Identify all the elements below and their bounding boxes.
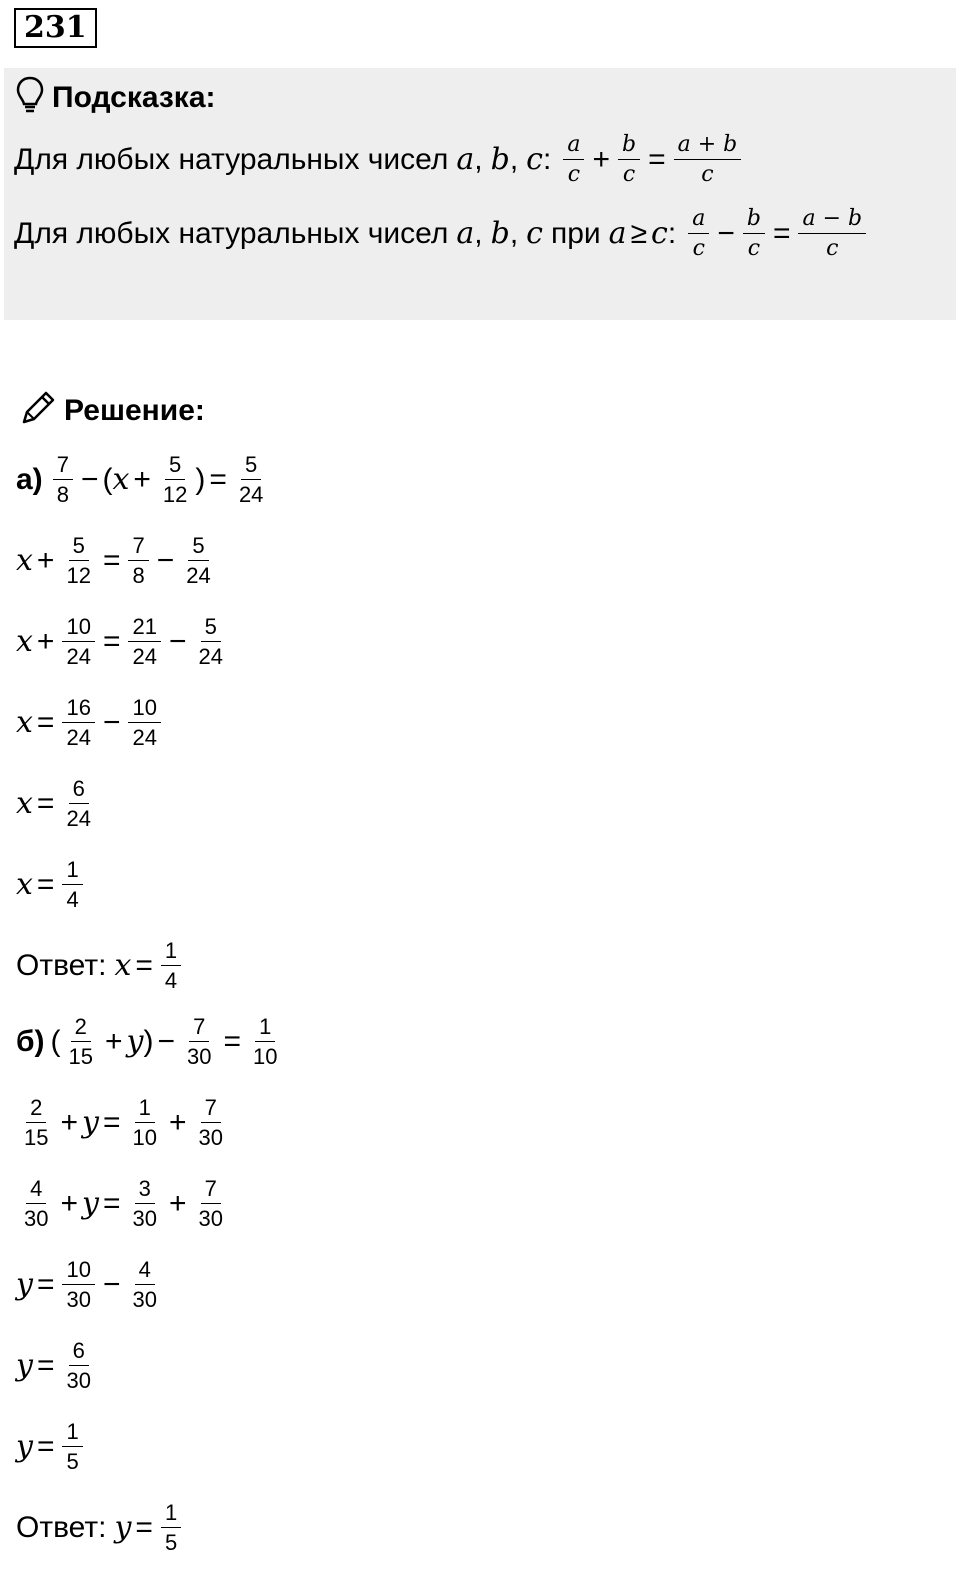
denominator: c [826,236,839,262]
denominator: 24 [66,725,91,751]
part-a-label: а) [16,462,43,496]
equation-line [16,695,165,751]
var-a: a [456,216,475,252]
operator: = [36,1429,55,1463]
fraction [65,1014,97,1070]
operator: ≥ [630,216,648,250]
fraction [129,1095,161,1151]
denominator: 24 [198,644,223,670]
denominator: 10 [253,1044,278,1070]
denominator: 30 [132,1287,157,1313]
numerator: 16 [62,695,94,723]
numerator: 5 [69,533,89,561]
fraction [195,1176,227,1232]
equation-line [16,533,219,589]
numerator: 5 [201,614,221,642]
fraction [688,206,709,262]
numerator: 5 [241,452,261,480]
numerator: 6 [69,776,89,804]
operator: = [223,1024,242,1058]
numerator: 4 [135,1257,155,1285]
denominator: 30 [187,1044,212,1070]
equation-line [16,614,231,670]
fraction [798,206,866,262]
denominator: 12 [162,482,188,508]
rule-text: Для любых натуральных чисел [14,216,449,250]
pencil-icon [18,388,58,433]
operator: = [102,624,121,658]
denominator: 30 [198,1206,223,1232]
rule-text: Для любых натуральных чисел [14,142,449,176]
fraction [62,1257,94,1313]
hint-header [16,76,216,119]
equation-line: б) ( $\frac{2}{15}$ + y ) − $\frac{7}{30}$ = $\frac{1}{10}$ [16,1014,286,1070]
operator: = [772,216,791,250]
operator: = [102,543,121,577]
numerator: 2 [26,1095,46,1123]
operator: − [80,462,99,496]
answer-label: Ответ: [16,1510,107,1544]
operator: = [36,867,55,901]
numerator: 5 [165,452,185,480]
fraction [194,614,226,670]
numerator: 1 [161,938,181,966]
equation-line: а) $\frac{7}{8}$ − ( x + $\frac{5}{12}$ ) = $\frac{5}{24}$ [16,452,271,508]
part-b-label: б) [16,1024,45,1058]
operator: + [60,1105,79,1139]
denominator: 24 [186,563,211,589]
variable: x [16,543,33,579]
fraction [159,452,191,508]
solution-title: Решение: [64,393,205,427]
operator: − [102,1267,121,1301]
variable: x [114,948,132,984]
fraction [182,533,214,589]
fraction [128,614,160,670]
variable: y [16,1429,33,1465]
var-c: c [526,142,543,178]
denominator: 10 [132,1125,157,1151]
var-a: a [456,142,475,178]
denominator: 30 [24,1206,49,1232]
lightbulb-icon [16,76,44,119]
numerator: 7 [201,1176,221,1204]
fraction [249,1014,281,1070]
fraction [195,1095,227,1151]
denominator: 5 [164,1530,178,1556]
numerator: 1 [62,1419,82,1447]
numerator: 1 [62,857,82,885]
fraction [161,938,181,994]
denominator: 15 [24,1125,49,1151]
variable: x [16,705,33,741]
fraction [62,857,82,913]
equation-line [16,857,87,913]
numerator: 7 [201,1095,221,1123]
numerator: 1 [161,1500,181,1528]
variable: x [16,867,33,903]
fraction [129,1176,161,1232]
fraction [161,1500,181,1556]
operator: + [60,1186,79,1220]
denominator: c [701,162,714,188]
denominator: 8 [132,563,145,589]
fraction [674,132,742,188]
numerator: a − b [798,206,866,234]
numerator: b [743,206,765,234]
fraction [62,614,94,670]
operator: + [133,462,151,496]
operator: = [36,786,55,820]
denominator: 30 [66,1287,91,1313]
denominator: c [692,236,705,262]
operator: − [102,705,121,739]
var-c: c [526,216,543,252]
operator: = [36,1348,55,1382]
operator: − [156,543,175,577]
fraction [235,452,267,508]
variable: y [16,1348,33,1384]
fraction [128,533,148,589]
operator: + [168,1105,187,1139]
equation-line [16,1095,231,1151]
denominator: 8 [56,482,69,508]
operator: = [135,1510,153,1544]
denominator: 30 [198,1125,223,1151]
hint-rule-addition: Для любых натуральных чисел a , b , c : $\frac{a}{c}$ + $\frac{b}{c}$ = $\frac{a + b}{c}$ [14,132,745,188]
denominator: 24 [132,725,157,751]
fraction [20,1176,52,1232]
var-b: b [490,142,510,178]
operator: − [157,1024,176,1058]
fraction [62,1419,82,1475]
numerator: 1 [135,1095,155,1123]
numerator: 7 [189,1014,209,1042]
equation-line [16,1176,231,1232]
denominator: 30 [132,1206,157,1232]
numerator: 7 [128,533,148,561]
numerator: 7 [53,452,73,480]
fraction [62,776,94,832]
numerator: 3 [135,1176,155,1204]
operator: + [36,543,55,577]
fraction [618,132,640,188]
equation-line [16,1338,99,1394]
fraction [62,1338,94,1394]
operator: = [209,462,227,496]
denominator: 4 [66,887,79,913]
variable: x [112,462,130,498]
numerator: 21 [128,614,160,642]
numerator: 10 [62,614,94,642]
denominator: 24 [66,806,91,832]
denominator: 15 [68,1044,94,1070]
variable: y [82,1186,99,1222]
numerator: 6 [69,1338,89,1366]
numerator: b [618,132,640,160]
operator: = [36,1267,55,1301]
denominator: c [622,162,636,188]
numerator: 10 [128,695,160,723]
denominator: 30 [66,1368,91,1394]
numerator: a [688,206,709,234]
numerator: 10 [62,1257,94,1285]
variable: y [114,1510,132,1546]
fraction [62,695,94,751]
var-b: b [490,216,510,252]
operator: = [648,142,666,176]
numerator: 5 [188,533,208,561]
task-number: 231 [14,8,97,48]
equation-line [16,776,99,832]
operator: = [102,1186,121,1220]
denominator: 5 [66,1449,79,1475]
hint-title: Подсказка: [52,80,216,114]
hint-box [4,68,956,320]
fraction [62,533,94,589]
operator: + [168,1186,187,1220]
numerator: 1 [255,1014,275,1042]
fraction [128,695,160,751]
equation-line [16,1257,165,1313]
variable: y [16,1267,33,1303]
numerator: 2 [71,1014,91,1042]
fraction [183,1014,215,1070]
numerator: 4 [26,1176,46,1204]
variable: a [608,216,627,252]
denominator: c [567,162,581,188]
condition-word: при [550,216,601,250]
variable: x [16,624,33,660]
fraction [563,132,584,188]
denominator: 24 [238,482,264,508]
variable: c [651,216,668,252]
operator: + [105,1024,123,1058]
operator: − [168,624,187,658]
answer-label: Ответ: [16,948,107,982]
operator: + [592,142,610,176]
answer-a [16,938,185,994]
fraction [743,206,765,262]
numerator: a + b [674,132,742,160]
denominator: 24 [132,644,157,670]
operator: + [36,624,55,658]
operator: − [717,216,735,250]
variable: x [16,786,33,822]
numerator: a [563,132,584,160]
operator: = [135,948,153,982]
hint-rule-subtraction: Для любых натуральных чисел a , b , c при a ≥ c : $\frac{a}{c}$ − $\frac{b}{c}$ = $\frac{a - b}{c}$ [14,206,870,262]
operator: = [102,1105,121,1139]
denominator: 24 [66,644,91,670]
denominator: 4 [164,968,178,994]
denominator: 12 [66,563,91,589]
variable: y [82,1105,99,1141]
variable: y [126,1024,144,1060]
fraction [53,452,73,508]
solution-header [18,388,205,433]
fraction [20,1095,52,1151]
equation-line [16,1419,87,1475]
operator: = [36,705,55,739]
answer-b [16,1500,185,1556]
denominator: c [747,236,761,262]
fraction [129,1257,161,1313]
